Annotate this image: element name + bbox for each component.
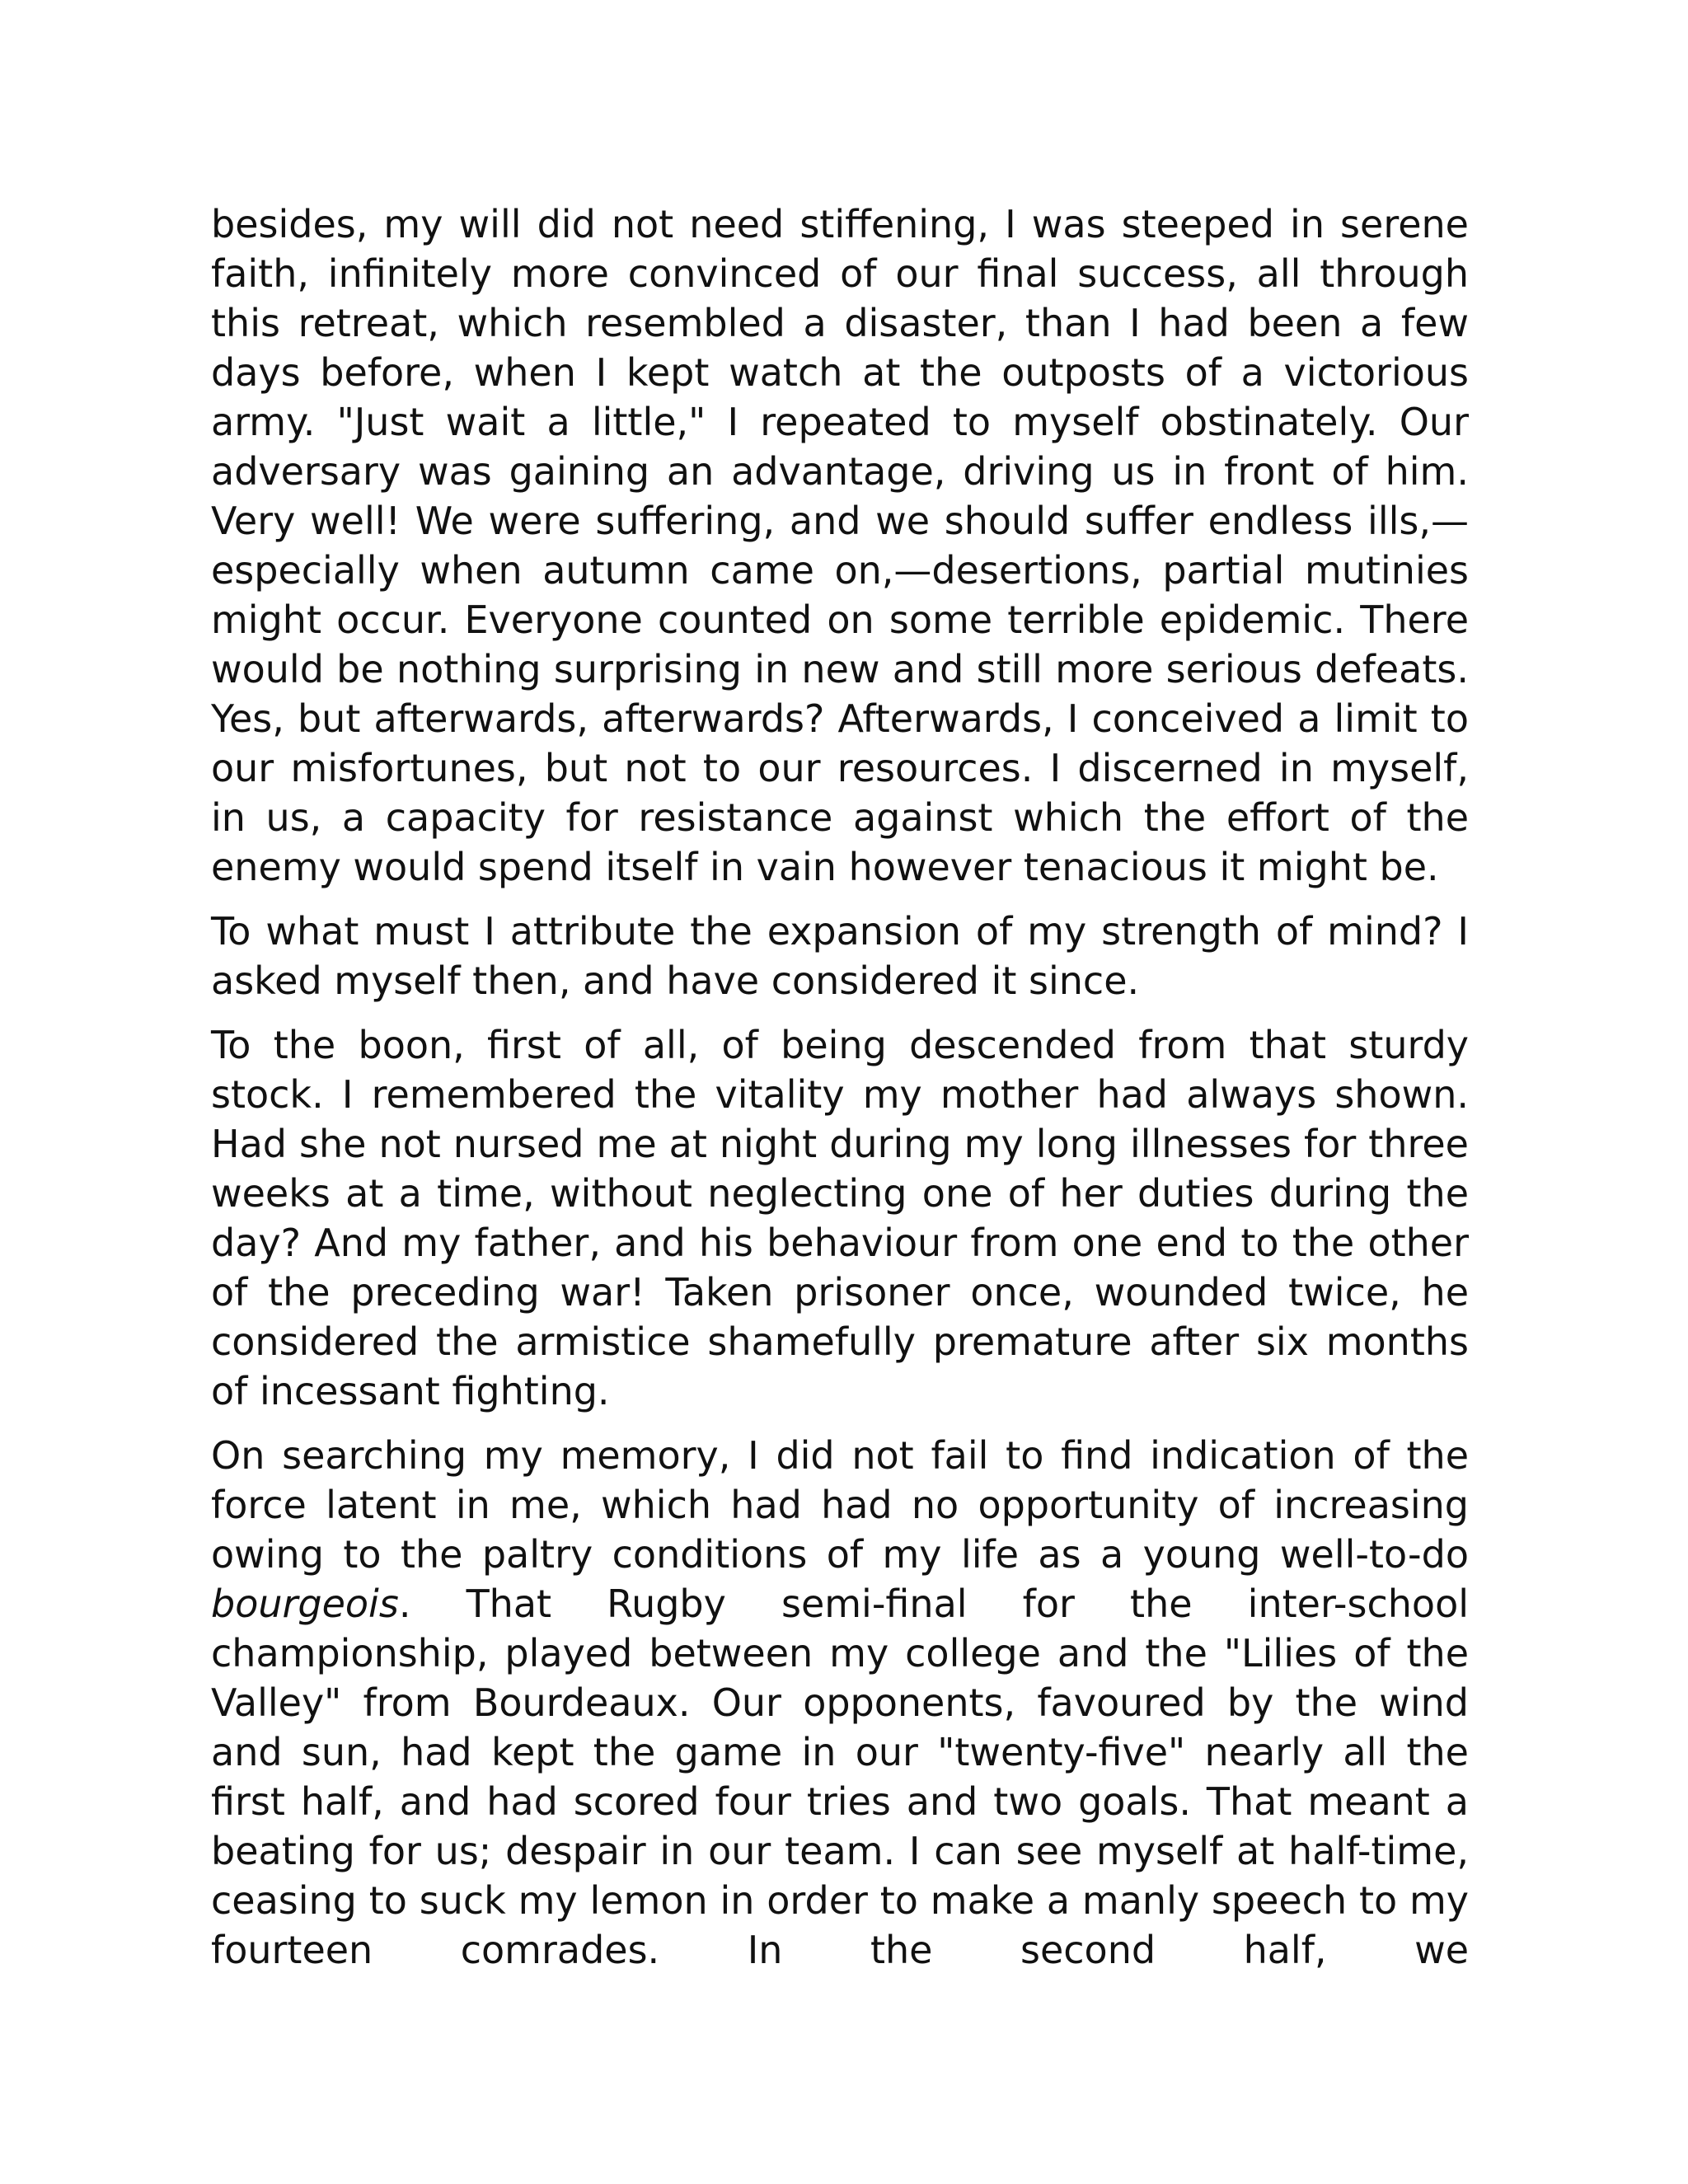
page-body [211, 199, 1469, 1990]
italic-word: bourgeois [211, 1582, 399, 1626]
paragraph: besides, my will did not need stiffening, I was steeped in serene faith, infinitely more convinced of our final success, all through this retreat, which resembled a disaster, than I had been a few days before, when I kept watch at the outposts of a victorious army. "Just wait a little," I repeated to myself obstinately. Our adversary was gaining an advantage, driving us in front of him. Very well! We were suffering, and we should suffer endless ills,—especially when autumn came on,—desertions, partial mutinies might occur. Everyone counted on some terrible epidemic. There would be nothing surprising in new and still more serious defeats. Yes, but afterwards, afterwards? Afterwards, I conceived a limit to our misfortunes, but not to our resources. I discerned in myself, in us, a capacity for resistance against which the effort of the enemy would spend itself in vain however tenacious it might be. [211, 202, 1469, 889]
paragraph: To the boon, first of all, of being descended from that sturdy stock. I remembered the vitality my mother had always shown. Had she not nursed me at night during my long illnesses for three weeks at a time, without neglecting one of her duties during the day? And my father, and his behaviour from one end to the other of the preceding war! Taken prisoner once, wounded twice, he considered the armistice shamefully premature after six months of incessant fighting. [211, 1023, 1469, 1413]
paragraph: To what must I attribute the expansion of my strength of mind? I asked myself then, and have considered it since. [211, 909, 1469, 1003]
paragraph-text: On searching my memory, I did not fail to find indication of the force latent in me, which had had no opportunity of increasing owing to the paltry conditions of my life as a young well-to-do [211, 1433, 1469, 1577]
paragraph [211, 1431, 1469, 1975]
paragraph-text: . That Rugby semi-final for the inter-school championship, played between my college and the "Lilies of the Valley" from Bourdeaux. Our opponents, favoured by the wind and sun, had kept the game in our "twenty-five" nearly all the first half, and had scored four tries and two goals. That meant a beating for us; despair in our team. I can see myself at half-time, ceasing to suck my lemon in order to make a manly speech to my fourteen comrades. In the second half, we [211, 1582, 1469, 1972]
